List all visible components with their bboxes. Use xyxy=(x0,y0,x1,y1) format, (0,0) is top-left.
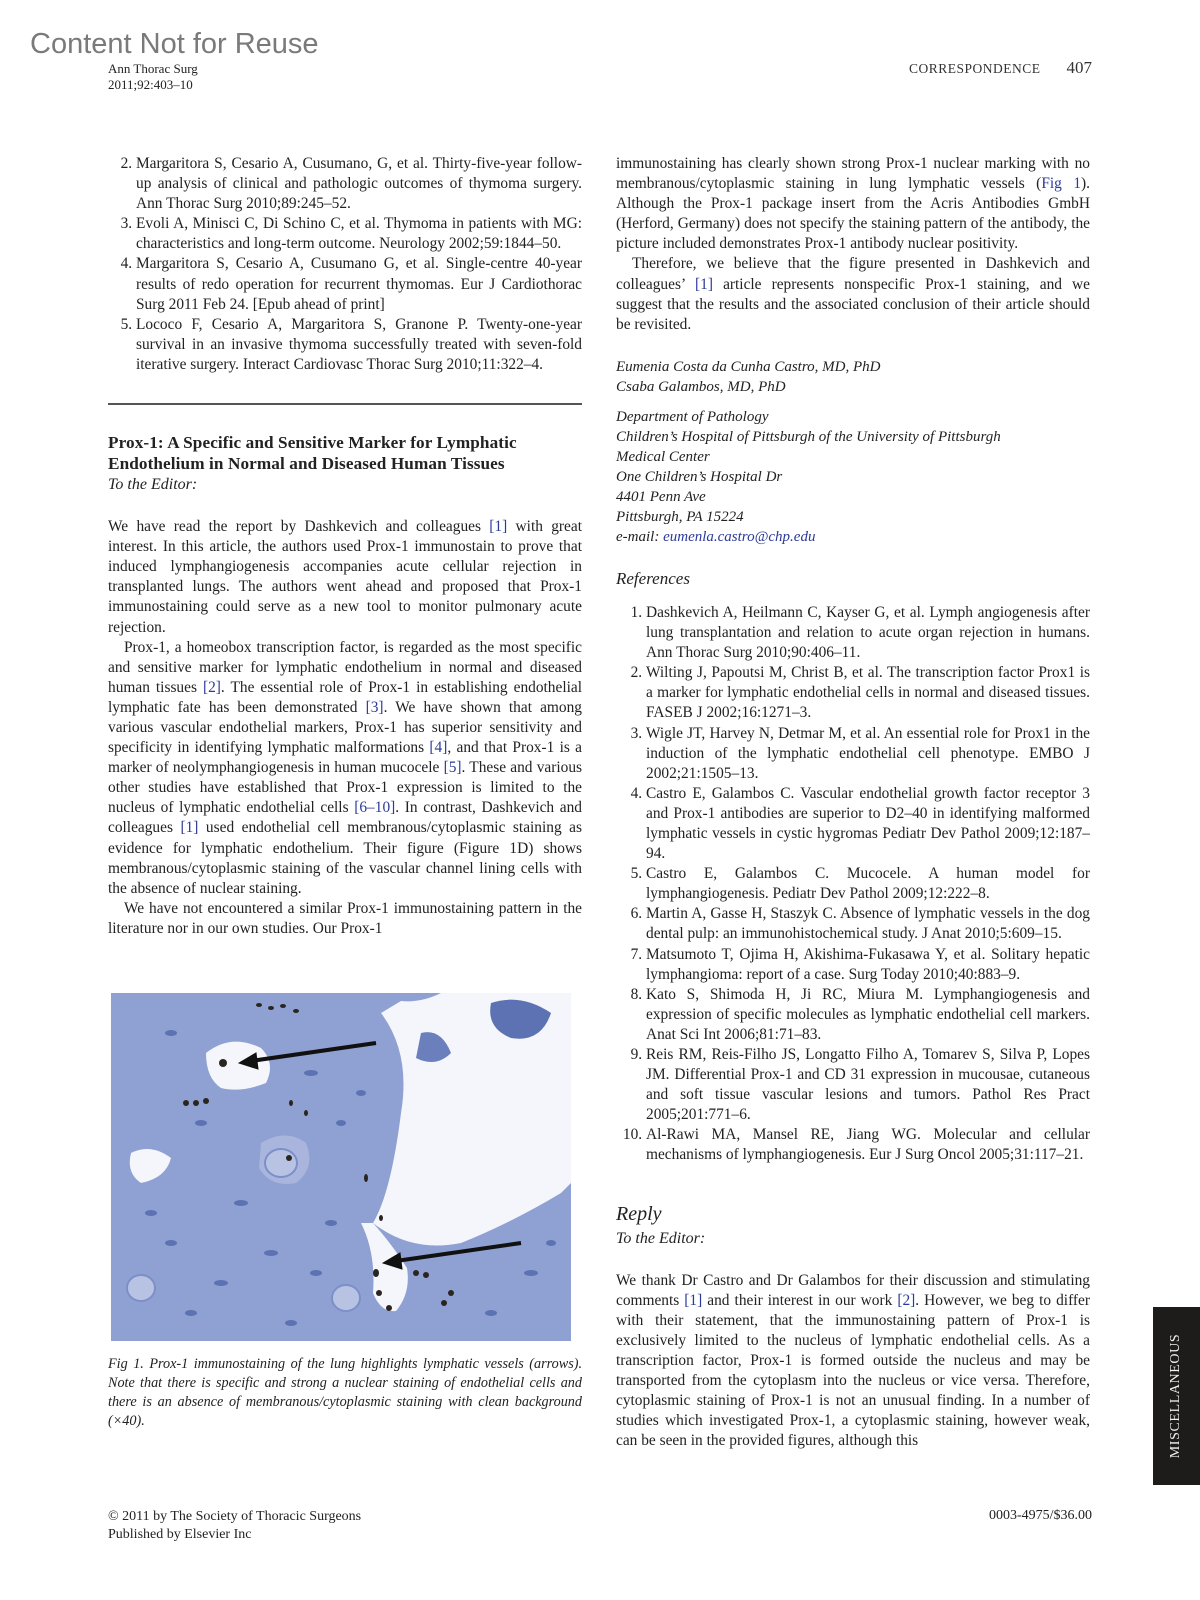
signature-block xyxy=(616,357,1090,547)
text: ). Although the Prox-1 package insert from the Acris Antibodies GmbH (Herford, Germany) does not specify the staining pattern of the antibody, the picture included demonstrates Prox-1 antibody nuclear positivity. xyxy=(616,175,1090,253)
watermark: Content Not for Reuse xyxy=(30,28,319,60)
citation-link[interactable]: [5] xyxy=(443,759,462,777)
text: . We have shown that among various vascular endothelial markers, Prox-1 has superior sensitivity and specificity in identifying lymphatic malformations xyxy=(108,698,582,757)
reference-item: 4. Margaritora S, Cesario A, Cusumano G, et al. Single-centre 40-year results of redo operation for recurrent thymomas. Eur J Cardiothorac Surg 2011 Feb 24. [Epub ahead of print] xyxy=(136,254,582,314)
citation-link[interactable]: [4] xyxy=(429,739,448,757)
copyright-line: © 2011 by The Society of Thoracic Surgeons xyxy=(108,1509,362,1524)
references-list xyxy=(616,603,1090,1166)
text: used endothelial cell membranous/cytoplasmic staining as evidence for lymphatic endothelium. Their figure (Figure 1D) shows membranous/cytoplasmic staining of the vascular channel lining cells with the absence of nuclear staining. xyxy=(108,819,582,897)
running-header-left xyxy=(108,61,198,93)
affiliation-line: Pittsburgh, PA 15224 xyxy=(616,508,744,525)
citation-link[interactable]: [2] xyxy=(897,1291,916,1309)
letter-salutation: To the Editor: xyxy=(108,476,198,494)
letter-paragraph-2 xyxy=(108,638,582,899)
text: article represents nonspecific Prox-1 staining, and we suggest that the results and the associated conclusion of their article should be revisited. xyxy=(616,275,1090,333)
letter-paragraph-4 xyxy=(616,254,1090,334)
reference-item: 5. Lococo F, Cesario A, Margaritora S, Granone P. Twenty-one-year survival in an invasive thymoma successfully treated with seven-fold iterative surgery. Interact Cardiovasc Thorac Surg 2010;11:322–4. xyxy=(136,315,582,375)
email-label: e-mail: xyxy=(616,528,664,545)
side-tab-label: MISCELLANEOUS xyxy=(1168,1333,1184,1459)
right-column xyxy=(616,154,1090,1451)
section-side-tab xyxy=(1153,1307,1200,1485)
affiliation-line: Medical Center xyxy=(616,448,710,465)
section-label: CORRESPONDENCE xyxy=(908,61,1041,76)
affiliation-line: Children’s Hospital of Pittsburgh of the University of Pittsburgh xyxy=(616,428,1001,445)
journal-name: Ann Thorac Surg xyxy=(108,61,198,76)
citation-link[interactable]: [2] xyxy=(202,678,221,696)
running-header-right xyxy=(909,58,1092,78)
reference-item: 2. Wilting J, Papoutsi M, Christ B, et al. The transcription factor Prox1 is a marker for lymphatic endothelial cells in normal and diseased tissues. FASEB J 2002;16:1271–3. xyxy=(646,663,1090,723)
text: Therefore, we believe that the figure presented in Dashkevich and colleagues’ xyxy=(616,255,1090,293)
text: . However, we beg to differ with their statement, that the immunostaining pattern of Prox-1 is exclusively limited to the nucleus of lymphatic endothelial cells. As a transcription factor, Prox-1 is formed outside the nucleus and may be transported from the cytoplasm into the nucleus or vice versa. Therefore, cytoplasmic staining of Prox-1 is not an unusual finding. In a number of studies which investigated Prox-1, a cytoplasmic staining, however weak, can be seen in the provided figures, although this xyxy=(616,1291,1090,1450)
text: with great interest. In this article, the authors used Prox-1 immunostain to prove that induced lymphangiogenesis accompanies acute cellular rejection in transplanted lungs. The authors went ahead and proposed that Prox-1 immunostaining could serve as a new tool to monitor pulmonary acute rejection. xyxy=(108,518,582,636)
page-number: 407 xyxy=(1066,58,1092,77)
text: Prox-1, a homeobox transcription factor, is regarded as the most specific and sensitive marker for lymphatic endothelium in normal and diseased human tissues xyxy=(108,638,582,696)
reference-item: 2. Margaritora S, Cesario A, Cusumano, G, et al. Thirty-five-year follow-up analysis of clinical and pathologic outcomes of thymoma surgery. Ann Thorac Surg 2010;89:245–52. xyxy=(136,154,582,214)
citation-link[interactable]: [3] xyxy=(365,698,384,716)
affiliation-line: One Children’s Hospital Dr xyxy=(616,468,783,485)
left-column xyxy=(108,154,582,1431)
citation-link[interactable]: [1] xyxy=(180,819,199,837)
text: . In contrast, Dashkevich and colleagues xyxy=(108,799,582,837)
section-divider xyxy=(108,403,582,405)
letter-paragraph-3: We have not encountered a similar Prox-1 immunostaining pattern in the literature nor in our own studies. Our Prox-1 xyxy=(108,899,582,937)
text: immunostaining has clearly shown strong Prox-1 nuclear marking with no membranous/cytoplasmic staining in lung lymphatic vessels ( xyxy=(616,155,1090,193)
reference-item: 3. Evoli A, Minisci C, Di Schino C, et al. Thymoma in patients with MG: characteristics and long-term outcome. Neurology 2002;59:1844–50. xyxy=(136,214,582,254)
figure-1-caption: Fig 1. Prox-1 immunostaining of the lung highlights lymphatic vessels (arrows). Note that there is specific and strong a nuclear staining of endothelial cells and there is an absence of membranous/cytoplasmic staining with clean background (×40). xyxy=(108,1356,582,1429)
previous-article-references xyxy=(108,154,582,375)
reply-heading: Reply xyxy=(616,1202,662,1225)
figure-1-micrograph xyxy=(111,993,571,1341)
text: . The essential role of Prox-1 in establishing endothelial lymphatic fate has been demonstrated xyxy=(108,678,582,716)
micrograph-image xyxy=(111,993,571,1341)
footer-issn-price: 0003-4975/$36.00 xyxy=(988,1508,1092,1523)
citation-link[interactable]: [1] xyxy=(695,275,713,293)
footer-copyright xyxy=(108,1508,361,1544)
citation-link[interactable]: [1] xyxy=(489,518,508,536)
email-link[interactable]: eumenla.castro@chp.edu xyxy=(663,528,816,545)
text: and their interest in our work xyxy=(702,1291,898,1309)
reference-item: 7. Matsumoto T, Ojima H, Akishima-Fukasawa Y, et al. Solitary hepatic lymphangioma: report of a case. Surg Today 2010;40:883–9. xyxy=(646,945,1090,985)
reply-paragraph-1 xyxy=(616,1271,1090,1452)
reference-item: 6. Martin A, Gasse H, Staszyk C. Absence of lymphatic vessels in the dog dental pulp: an immunohistochemical study. J Anat 2010;5:609–15. xyxy=(646,904,1090,944)
reference-item: 1. Dashkevich A, Heilmann C, Kayser G, et al. Lymph angiogenesis after lung transplantation and relation to acute organ rejection in humans. Ann Thorac Surg 2010;90:406–11. xyxy=(646,603,1090,663)
email-line xyxy=(616,527,1090,547)
reference-item: 3. Wigle JT, Harvey N, Detmar M, et al. An essential role for Prox1 in the induction of the lymphatic endothelial cell phenotype. EMBO J 2002;21:1505–13. xyxy=(646,724,1090,784)
publisher-line: Published by Elsevier Inc xyxy=(108,1527,252,1542)
reference-item: 5. Castro E, Galambos C. Mucocele. A human model for lymphangiogenesis. Pediatr Dev Pathol 2009;12:222–8. xyxy=(646,864,1090,904)
letter-paragraph-1 xyxy=(108,517,582,638)
affiliation-line: 4401 Penn Ave xyxy=(616,488,706,505)
reference-item: 10. Al-Rawi MA, Mansel RE, Jiang WG. Molecular and cellular mechanisms of lymphangiogenesis. Eur J Surg Oncol 2005;31:117–21. xyxy=(646,1125,1090,1165)
figure-link[interactable]: Fig 1 xyxy=(1041,175,1082,193)
affiliation-line: Department of Pathology xyxy=(616,408,769,425)
citation-link[interactable]: [6–10] xyxy=(354,799,396,817)
letter-title: Prox-1: A Specific and Sensitive Marker for Lymphatic Endothelium in Normal and Diseased Human Tissues xyxy=(108,433,517,474)
citation-link[interactable]: [1] xyxy=(684,1291,703,1309)
journal-citation: 2011;92:403–10 xyxy=(108,77,193,92)
reference-item: 9. Reis RM, Reis-Filho JS, Longatto Filho A, Tomarev S, Silva P, Lopes JM. Differential Prox-1 and CD 31 expression in mucousae, cutaneous and soft tissue vascular lesions and tumors. Pathol Res Pract 2005;201:771–6. xyxy=(646,1045,1090,1125)
author-name: Eumenia Costa da Cunha Castro, MD, PhD xyxy=(616,358,881,375)
text: We have read the report by Dashkevich and colleagues xyxy=(108,518,490,536)
text: . These and various other studies have established that Prox-1 expression is limited to the nucleus of lymphatic endothelial cells xyxy=(108,759,582,817)
reply-salutation: To the Editor: xyxy=(616,1229,706,1247)
references-heading: References xyxy=(616,568,690,588)
text: We thank Dr Castro and Dr Galambos for their discussion and stimulating comments xyxy=(616,1271,1090,1309)
reference-item: 4. Castro E, Galambos C. Vascular endothelial growth factor receptor 3 and Prox-1 antibodies are superior to D2–40 in identifying malformed lymphatic vessels in cystic hygromas Pediatr Dev Pathol 2009;12:187–94. xyxy=(646,784,1090,864)
author-name: Csaba Galambos, MD, PhD xyxy=(616,378,786,395)
text: , and that Prox-1 is a marker of neolymphangiogenesis in human mucocele xyxy=(108,739,582,777)
letter-paragraph-3-continued xyxy=(616,154,1090,254)
reference-item: 8. Kato S, Shimoda H, Ji RC, Miura M. Lymphangiogenesis and expression of specific molecules as lymphatic endothelial cell markers. Anat Sci Int 2006;81:71–83. xyxy=(646,985,1090,1045)
